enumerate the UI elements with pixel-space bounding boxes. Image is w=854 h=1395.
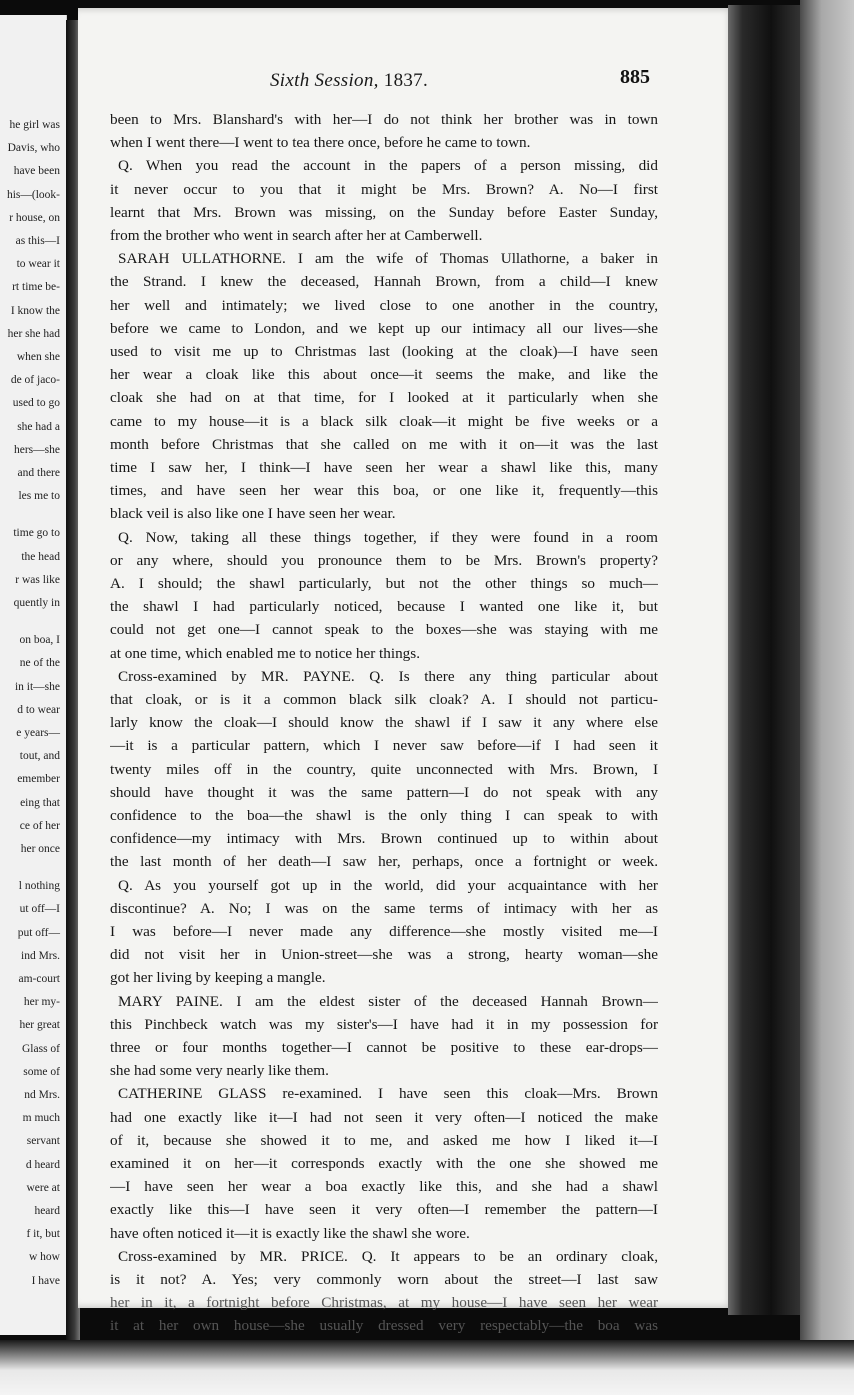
- text-line: —I have seen her wear a boa exactly like this, and she had a shawl: [110, 1179, 658, 1195]
- text-line: should have thought it was the same pattern—I do not speak with any: [110, 784, 658, 800]
- left-page-text-fragment: I have: [31, 1274, 60, 1287]
- text-line: —it is a particular pattern, which I never saw before—if I had seen it: [110, 738, 658, 754]
- text-line: time I saw her, I think—I have seen her wear a shawl like this, many: [110, 460, 658, 476]
- text-line: before we came to London, and we kept up our intimacy all our lives—she: [110, 320, 658, 336]
- text-line: Cross-examined by MR. PAYNE. Q. Is there any thing particular about: [118, 668, 658, 684]
- left-page-text-fragment: her once: [20, 843, 60, 855]
- left-page-text-fragment: her great: [19, 1019, 60, 1032]
- text-line: examined it on her—it corresponds exactly with the one she showed me: [110, 1156, 658, 1172]
- left-page-text-fragment: d heard: [25, 1158, 60, 1171]
- text-line: when I went there—I went to tea there once, before he came to town.: [110, 135, 531, 151]
- left-page-text-fragment: ce of her: [19, 819, 60, 832]
- text-line: the shawl I had particularly noticed, because I wanted one like it, but: [110, 599, 658, 615]
- left-page-text-fragment: d to wear: [17, 703, 60, 716]
- text-line: three or four months together—I cannot be positive to these ear-drops—: [110, 1040, 658, 1056]
- text-line: times, and have seen her wear this boa, or one like it, frequently—this: [110, 483, 658, 499]
- left-page-text-fragment: emember: [17, 773, 60, 786]
- left-page-text-fragment: were at: [26, 1181, 60, 1194]
- left-page-text-fragment: f it, but: [26, 1228, 60, 1241]
- text-line: she had some very nearly like them.: [110, 1063, 329, 1079]
- text-line: Cross-examined by MR. PRICE. Q. It appears to be an ordinary cloak,: [118, 1248, 658, 1264]
- text-line: her well and intimately; we lived close to one another in the country,: [110, 297, 658, 313]
- left-page-text-fragment: rt time be-: [12, 281, 60, 294]
- left-page-text-fragment: her my-: [23, 996, 60, 1009]
- header-year: 1837.: [383, 70, 429, 91]
- page-edge: [728, 5, 800, 1315]
- text-line: did not visit her in Union-street—she was a strong, hearty woman—she: [110, 947, 658, 963]
- text-line: I was before—I never made any difference—she mostly visited me—I: [110, 924, 658, 940]
- left-page-text-fragment: am-court: [18, 973, 60, 985]
- left-page-text-fragment: have been: [13, 165, 60, 178]
- text-line: the last month of her death—I saw her, perhaps, once a fortnight or week.: [110, 854, 658, 870]
- text-line: discontinue? A. No; I was on the same terms of intimacy with her as: [110, 900, 658, 916]
- text-line: Q. As you yourself got up in the world, did your acquaintance with her: [118, 877, 658, 893]
- text-line: it never occur to you that it might be Mrs. Brown? A. No—I first: [110, 181, 658, 197]
- left-page-text-fragment: r was like: [15, 573, 60, 586]
- left-page-text-fragment: to wear it: [16, 258, 60, 271]
- left-page-text-fragment: hers—she: [14, 443, 60, 456]
- text-line: learnt that Mrs. Brown was missing, on the Sunday before Easter Sunday,: [110, 204, 658, 220]
- text-line: used to visit me up to Christmas last (looking at the cloak)—I have seen: [110, 344, 658, 360]
- left-page-text-fragment: nd Mrs.: [24, 1089, 60, 1101]
- text-line: confidence to the boa—the shawl is the only thing I can speak to with: [110, 808, 658, 824]
- left-page-text-fragment: on boa, I: [19, 634, 60, 647]
- left-page-text-fragment: de of jaco-: [10, 374, 60, 387]
- left-page-text-fragment: m much: [22, 1112, 60, 1125]
- left-page-text-fragment: heard: [34, 1205, 60, 1217]
- left-page-text-fragment: eing that: [20, 796, 60, 809]
- text-line: exactly like this—I have seen it very often—I remember the pattern—I: [110, 1202, 658, 1218]
- left-page-text-fragment: put off—: [17, 926, 60, 939]
- text-line: been to Mrs. Blanshard's with her—I do not think her brother was in town: [110, 112, 658, 128]
- left-page-text-fragment: when she: [16, 351, 60, 363]
- text-line: Q. When you read the account in the papers of a person missing, did: [118, 158, 658, 174]
- left-page-text-fragment: I know the: [10, 304, 60, 317]
- text-line: at one time, which enabled me to notice her things.: [110, 645, 420, 661]
- text-line: it at her own house—she usually dressed very respectably—the boa was: [110, 1318, 658, 1334]
- page-number: 885: [620, 66, 650, 88]
- text-line: A. I should; the shawl particularly, but not the other things so much—: [110, 576, 658, 592]
- previous-page-fragment: [0, 15, 67, 1335]
- left-page-text-fragment: her she had: [7, 327, 60, 340]
- left-page-text-fragment: ind Mrs.: [21, 949, 60, 962]
- text-line: had one exactly like it—I had not seen it very often—I noticed the make: [110, 1109, 658, 1125]
- left-page-text-fragment: ne of the: [19, 657, 60, 670]
- left-page-text-fragment: he girl was: [9, 119, 60, 131]
- text-line: MARY PAINE. I am the eldest sister of the deceased Hannah Brown—: [118, 993, 658, 1009]
- left-page-text-fragment: as this—I: [15, 235, 60, 247]
- running-header: [270, 70, 428, 92]
- left-page-text-fragment: e years—: [16, 727, 60, 739]
- text-line: larly know the cloak—I should know the shawl if I saw it any where else: [110, 715, 658, 731]
- text-line: her wear a cloak like this about once—it seems the make, and like the: [110, 367, 658, 383]
- left-page-text-fragment: and there: [17, 467, 60, 479]
- text-line: black veil is also like one I have seen her wear.: [110, 506, 396, 522]
- left-page-text-fragment: servant: [26, 1135, 60, 1148]
- text-line: have often noticed it—it is exactly like the shawl she wore.: [110, 1225, 470, 1241]
- background-bottom: [0, 1340, 854, 1395]
- background-right: [800, 0, 854, 1395]
- left-page-text-fragment: quently in: [13, 597, 60, 609]
- text-line: CATHERINE GLASS re-examined. I have seen this cloak—Mrs. Brown: [118, 1086, 658, 1102]
- text-line: Q. Now, taking all these things together, if they were found in a room: [118, 529, 658, 545]
- text-line: SARAH ULLATHORNE. I am the wife of Thomas Ullathorne, a baker in: [118, 251, 658, 267]
- left-page-text-fragment: she had a: [17, 420, 60, 433]
- header-title: Sixth Session,: [270, 70, 379, 91]
- text-line: the Strand. I knew the deceased, Hannah Brown, from a child—I knew: [110, 274, 658, 290]
- left-page-text-fragment: Davis, who: [7, 142, 60, 155]
- left-page-text-fragment: les me to: [18, 490, 60, 503]
- text-line: or any where, should you pronounce them to be Mrs. Brown's property?: [110, 552, 658, 568]
- text-line: month before Christmas that she called on me with it on—it was the last: [110, 436, 658, 452]
- text-line: is it not? A. Yes; very commonly worn about the street—I last saw: [110, 1272, 658, 1288]
- text-line: confidence—my intimacy with Mrs. Brown continued up to within about: [110, 831, 658, 847]
- text-line: of it, because she showed it to me, and asked me how I liked it—I: [110, 1132, 658, 1148]
- left-page-text-fragment: Glass of: [21, 1042, 60, 1055]
- left-page-text-fragment: tout, and: [19, 750, 60, 763]
- left-page-text-fragment: w how: [29, 1251, 60, 1264]
- left-page-text-fragment: his—(look-: [6, 188, 60, 201]
- text-line: her in it, a fortnight before Christmas, at my house—I have seen her wear: [110, 1295, 658, 1311]
- text-line: that cloak, or is it a common black silk cloak? A. I should not particu-: [110, 692, 658, 708]
- text-line: cloak she had on at that time, for I looked at it particularly when she: [110, 390, 658, 406]
- left-page-text-fragment: used to go: [12, 397, 60, 410]
- text-line: came to my house—it is a black silk cloak—it might be five weeks or a: [110, 413, 658, 429]
- left-page-text-fragment: l nothing: [18, 880, 60, 893]
- left-page-text-fragment: ut off—I: [19, 903, 60, 916]
- left-page-text-fragment: the head: [21, 550, 60, 563]
- text-line: got her living by keeping a mangle.: [110, 970, 326, 986]
- left-page-text-fragment: in it—she: [14, 680, 60, 693]
- left-page-text-fragment: some of: [23, 1065, 60, 1078]
- text-line: twenty miles off in the country, quite unconnected with Mrs. Brown, I: [110, 761, 658, 777]
- left-page-text-fragment: r house, on: [9, 211, 60, 224]
- text-line: from the brother who went in search after her at Camberwell.: [110, 228, 483, 244]
- left-page-text-fragment: time go to: [13, 527, 60, 540]
- text-line: this Pinchbeck watch was my sister's—I have had it in my possession for: [110, 1016, 658, 1032]
- text-line: could not get one—I cannot speak to the boxes—she was staying with me: [110, 622, 658, 638]
